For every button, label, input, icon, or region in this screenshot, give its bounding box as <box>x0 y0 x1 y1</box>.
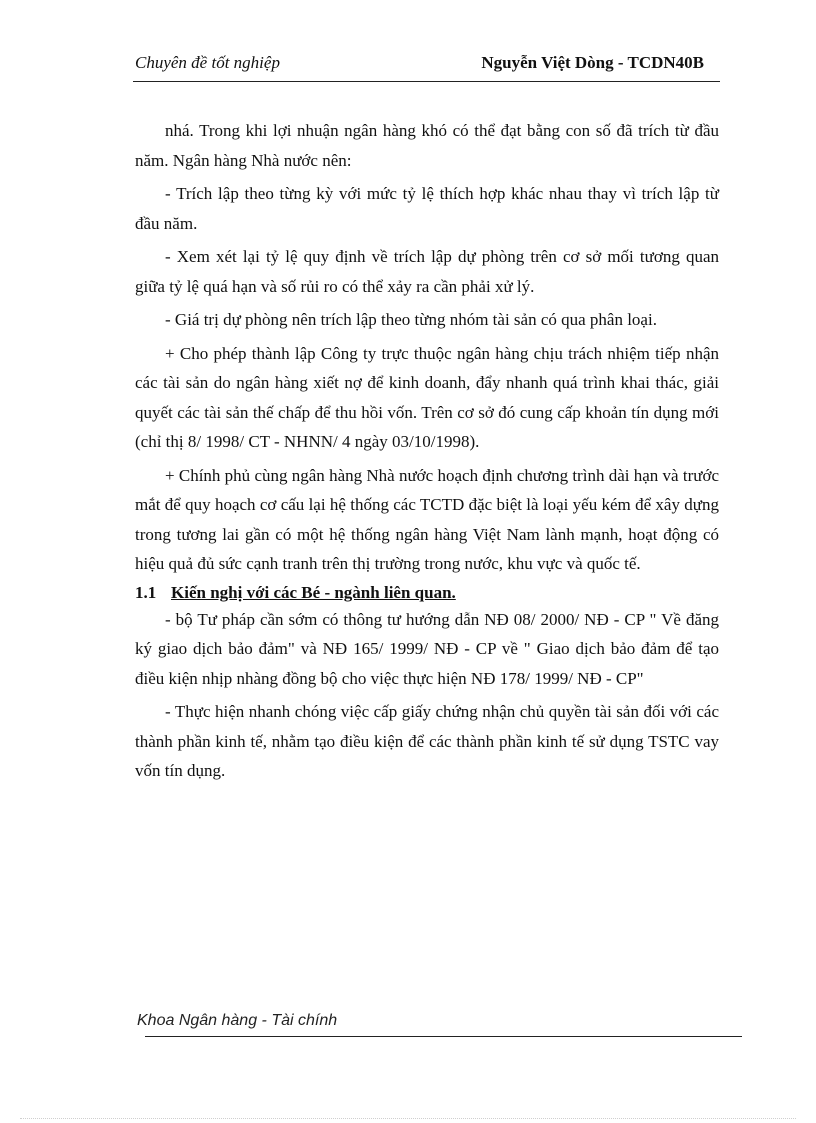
footer-divider <box>145 1036 742 1037</box>
paragraph: - Xem xét lại tỷ lệ quy định về trích lập dự phòng trên cơ sở mối tương quan giữa tỷ lệ quá hạn và số rủi ro có thể xảy ra cần phải xử lý. <box>135 247 719 296</box>
paragraph: - Thực hiện nhanh chóng việc cấp giấy chứng nhận chủ quyền tài sản đối với các thành phần kinh tế, nhằm tạo điều kiện để các thành phần kinh tế sử dụng TSTC vay vốn tín dụng. <box>135 702 719 780</box>
paragraph: nhá. Trong khi lợi nhuận ngân hàng khó có thể đạt bằng con số đã trích từ đầu năm. Ngân hàng Nhà nước nên: <box>135 121 719 170</box>
paragraph: - Giá trị dự phòng nên trích lập theo từng nhóm tài sản có qua phân loại. <box>165 310 657 329</box>
header-author: Nguyễn Việt Dòng - TCDN40B <box>481 53 704 72</box>
section-title: Kiến nghị với các Bé - ngành liên quan. <box>171 582 456 602</box>
section-heading <box>135 583 719 603</box>
header-document-type: Chuyên đề tốt nghiệp <box>135 53 280 72</box>
section-number: 1.1 <box>135 582 157 602</box>
footer-department: Khoa Ngân hàng - Tài chính <box>137 1012 338 1029</box>
paragraph: + Chính phủ cùng ngân hàng Nhà nước hoạch định chương trình dài hạn và trước mắt để quy hoạch cơ cấu lại hệ thống các TCTD đặc biệt là loại yếu kém để xây dựng trong tương lai gần có một hệ thống ngân hàng Việt Nam lành mạnh, hoạt động có hiệu quả đủ sức cạnh tranh trên thị trường trong nước, khu vực và quốc tế. <box>135 465 719 573</box>
paragraph: + Cho phép thành lập Công ty trực thuộc ngân hàng chịu trách nhiệm tiếp nhận các tài sản do ngân hàng xiết nợ để kinh doanh, đẩy nhanh quá trình khai thác, giải quyết các tài sản thế chấp để thu hồi vốn. Trên cơ sở đó cung cấp khoản tín dụng mới (chỉ thị 8/ 1998/ CT - NHNN/ 4 ngày 03/10/1998). <box>135 343 719 451</box>
page-bottom-border <box>20 1118 796 1119</box>
header-divider <box>133 81 720 82</box>
page-header <box>133 50 720 78</box>
page-body <box>135 116 719 790</box>
paragraph: - bộ Tư pháp cần sớm có thông tư hướng dẫn NĐ 08/ 2000/ NĐ - CP " Về đăng ký giao dịch bảo đảm" và NĐ 165/ 1999/ NĐ - CP về " Giao dịch bảo đảm để tạo điều kiện nhịp nhàng đồng bộ cho việc thực hiện NĐ 178/ 1999/ NĐ - CP" <box>135 609 719 688</box>
page-footer <box>135 1012 742 1037</box>
paragraph: - Trích lập theo từng kỳ với mức tỷ lệ thích hợp khác nhau thay vì trích lập từ đầu năm. <box>135 184 719 233</box>
